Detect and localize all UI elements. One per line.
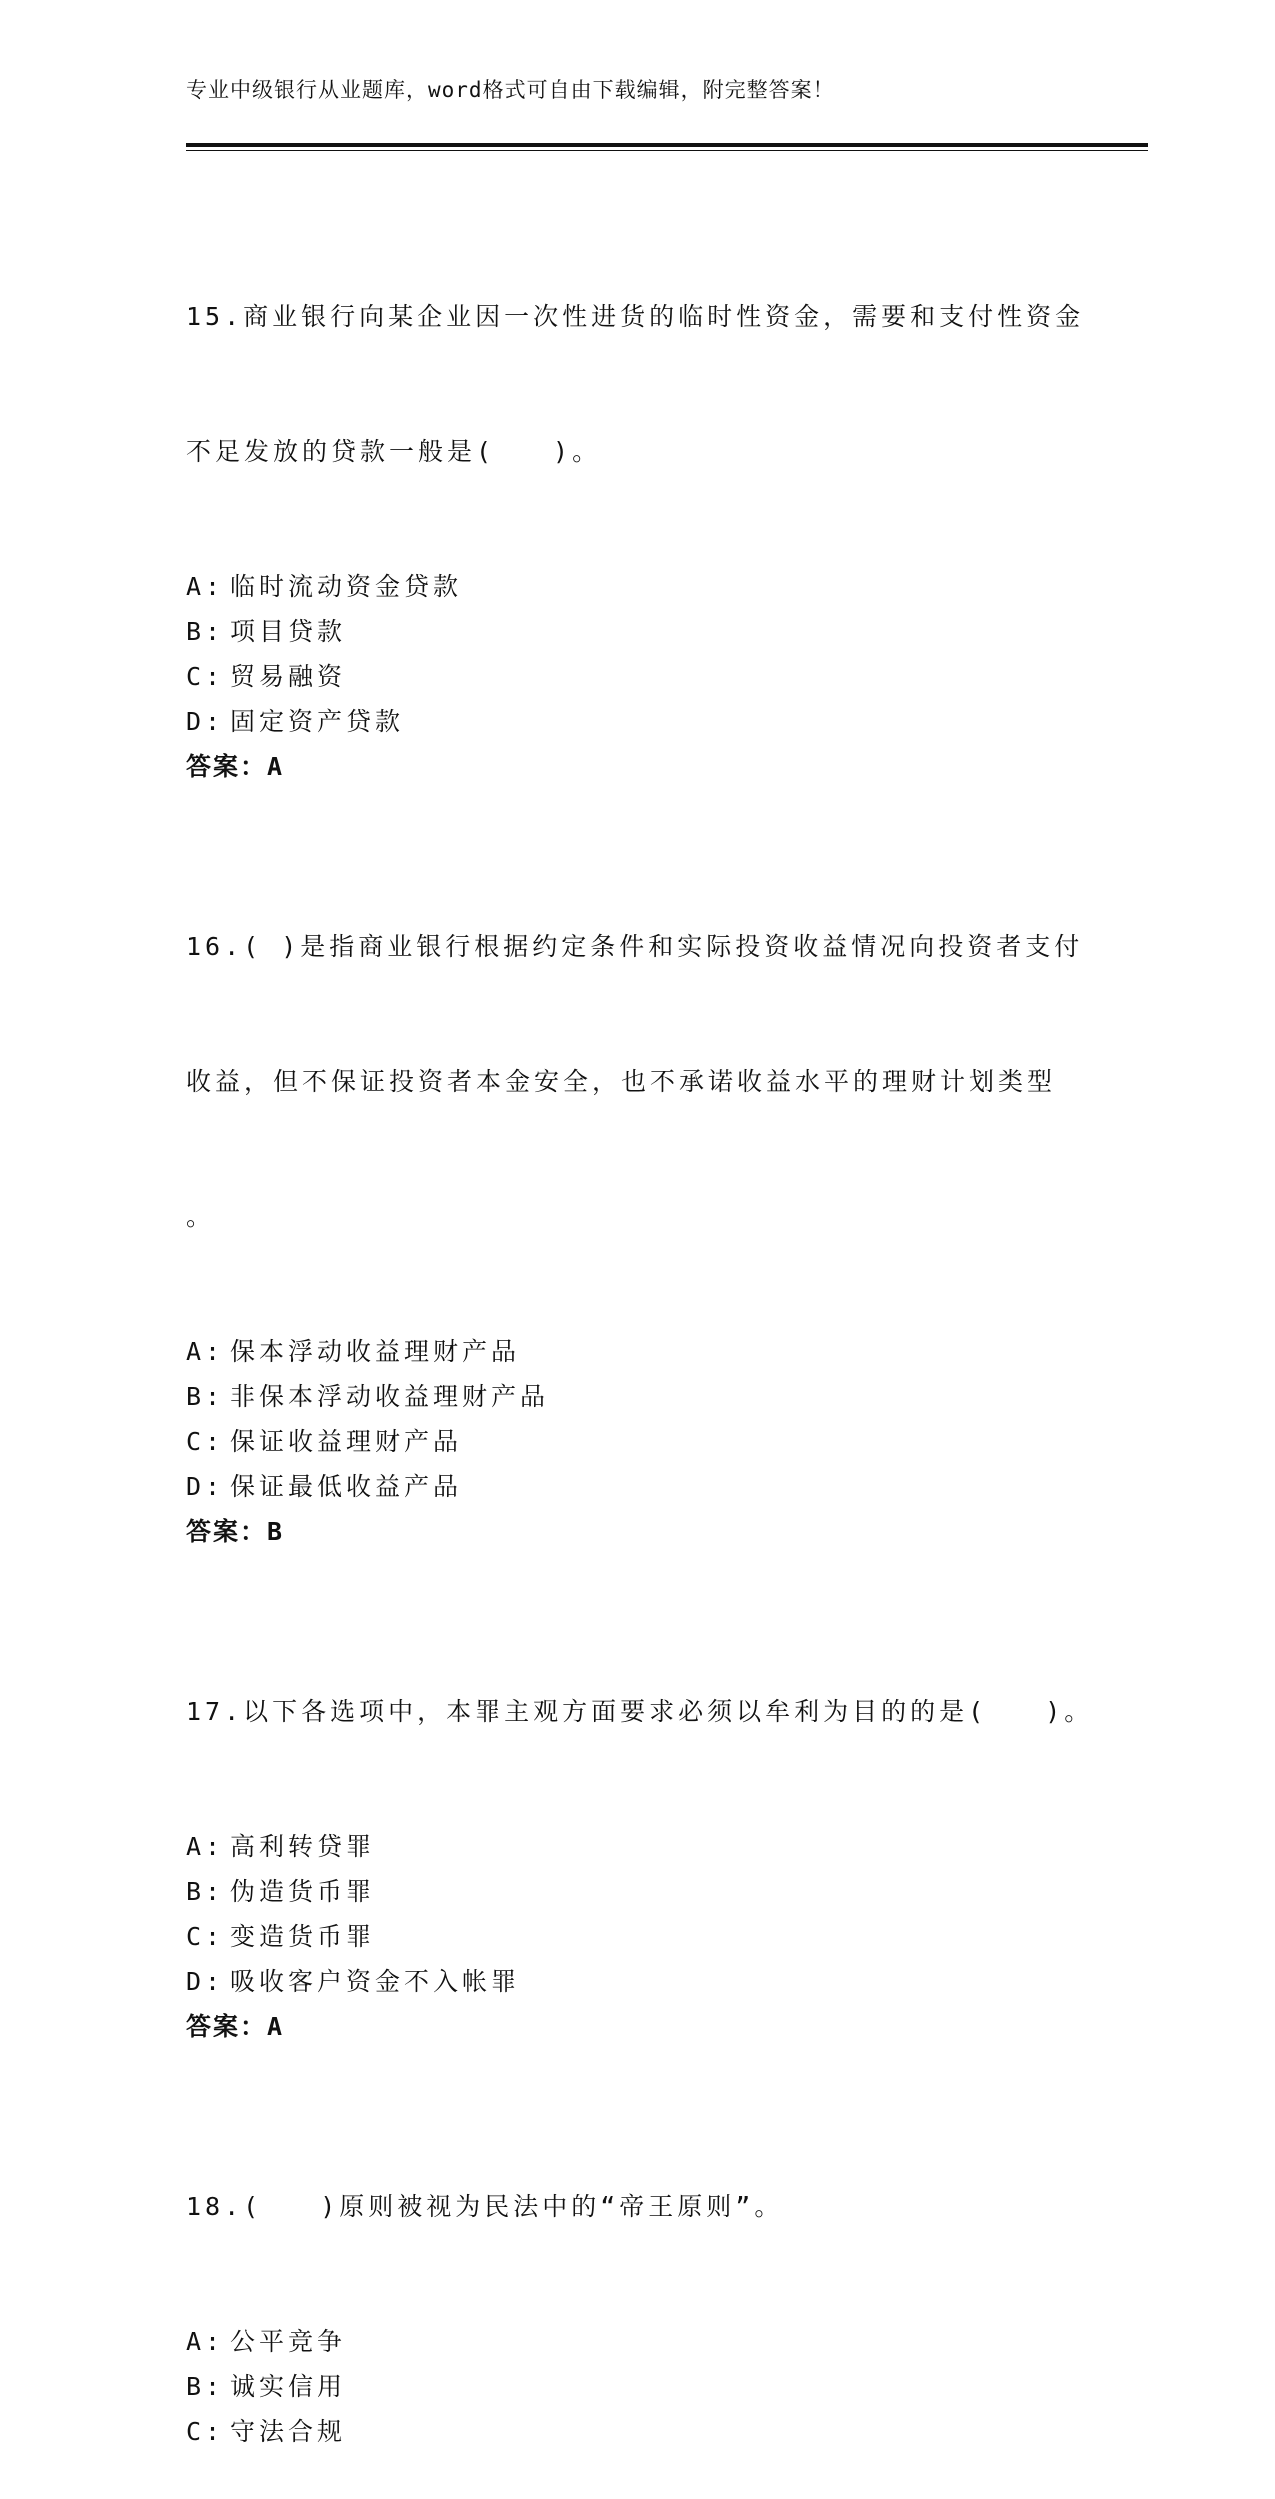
option-d	[186, 1464, 1106, 1509]
option-a	[186, 1824, 1106, 1869]
option-c	[186, 654, 1106, 699]
option-text: 吸收客户资金不入帐罪	[230, 1967, 521, 1996]
option-text: 非保本浮动收益理财产品	[230, 1382, 550, 1411]
stem-line: 16.( )是指商业银行根据约定条件和实际投资收益情况向投资者支付	[186, 932, 1084, 961]
page-header: 专业中级银行从业题库，word格式可自由下载编辑，附完整答案！	[186, 78, 835, 102]
answer: 答案：A	[186, 2012, 285, 2041]
question-16	[186, 834, 1106, 1554]
option-label: B:	[186, 1382, 225, 1411]
option-b	[186, 2364, 1106, 2409]
stem-line: 收益，但不保证投资者本金安全，也不承诺收益水平的理财计划类型	[186, 1067, 1057, 1096]
stem-line: 15.商业银行向某企业因一次性进货的临时性资金，需要和支付性资金	[186, 302, 1085, 331]
option-a	[186, 2319, 1106, 2364]
option-text: 保证最低收益产品	[230, 1472, 463, 1501]
question-stem	[186, 834, 1106, 1329]
stem-line: 。	[186, 1202, 216, 1231]
stem-line: 不足发放的贷款一般是( )。	[186, 437, 602, 466]
option-text: 保本浮动收益理财产品	[230, 1337, 521, 1366]
option-a	[186, 1329, 1106, 1374]
option-text: 守法合规	[230, 2417, 347, 2446]
option-b	[186, 1374, 1106, 1419]
option-text: 临时流动资金贷款	[230, 572, 463, 601]
option-label: B:	[186, 1877, 225, 1906]
option-label: C:	[186, 662, 225, 691]
option-label: D:	[186, 1472, 225, 1501]
option-d	[186, 699, 1106, 744]
question-stem	[186, 204, 1106, 564]
option-label: B:	[186, 617, 225, 646]
option-text: 变造货币罪	[230, 1922, 376, 1951]
option-label: A:	[186, 2327, 225, 2356]
option-d	[186, 1959, 1106, 2004]
question-18	[186, 2094, 1106, 2454]
option-label: C:	[186, 1922, 225, 1951]
header-rule-thick	[186, 143, 1148, 147]
question-17	[186, 1599, 1106, 2049]
option-text: 伪造货币罪	[230, 1877, 376, 1906]
question-stem	[186, 1599, 1106, 1824]
answer: 答案：A	[186, 752, 285, 781]
option-text: 诚实信用	[230, 2372, 347, 2401]
option-text: 公平竞争	[230, 2327, 347, 2356]
option-label: B:	[186, 2372, 225, 2401]
option-b	[186, 1869, 1106, 1914]
stem-line: 17.以下各选项中，本罪主观方面要求必须以牟利为目的的是( )。	[186, 1697, 1094, 1726]
option-text: 贸易融资	[230, 662, 347, 691]
option-label: C:	[186, 2417, 225, 2446]
option-b	[186, 609, 1106, 654]
option-label: D:	[186, 1967, 225, 1996]
option-label: A:	[186, 1832, 225, 1861]
question-stem	[186, 2094, 1106, 2319]
option-a	[186, 564, 1106, 609]
option-text: 项目贷款	[230, 617, 347, 646]
option-text: 保证收益理财产品	[230, 1427, 463, 1456]
option-label: A:	[186, 572, 225, 601]
option-c	[186, 2409, 1106, 2454]
option-text: 高利转贷罪	[230, 1832, 376, 1861]
option-c	[186, 1914, 1106, 1959]
option-label: D:	[186, 707, 225, 736]
answer: 答案：B	[186, 1517, 285, 1546]
option-c	[186, 1419, 1106, 1464]
question-15	[186, 204, 1106, 789]
stem-line: 18.( )原则被视为民法中的“帝王原则”。	[186, 2192, 784, 2221]
question-list	[186, 204, 1106, 2499]
option-label: A:	[186, 1337, 225, 1366]
header-rule-thin	[186, 150, 1148, 151]
option-label: C:	[186, 1427, 225, 1456]
option-text: 固定资产贷款	[230, 707, 405, 736]
